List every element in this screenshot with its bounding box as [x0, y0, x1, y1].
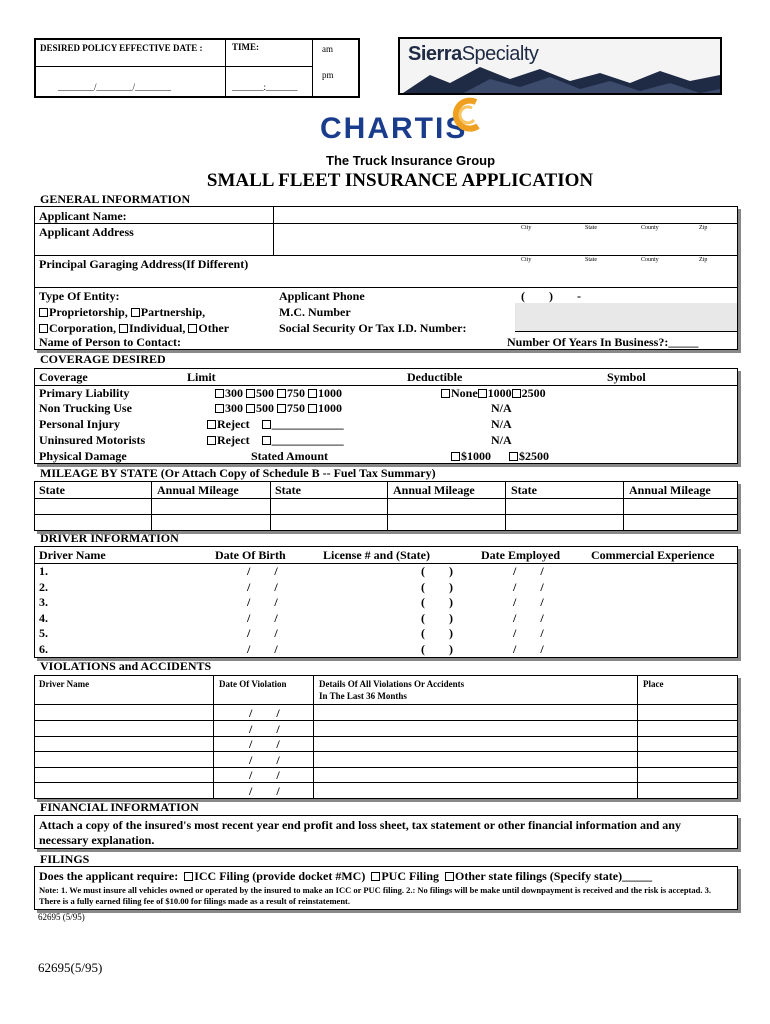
applicant-address-label: Applicant Address: [39, 225, 134, 239]
driver-number: 1.: [39, 564, 48, 578]
chartis-word: CHARTIS: [320, 112, 468, 145]
filings-heading: FILINGS: [40, 852, 90, 866]
ded-1000: 1000: [487, 386, 512, 400]
violation-date-field[interactable]: / /: [249, 721, 280, 736]
filings-box: [34, 866, 738, 910]
primary-liability-deductibles: [441, 386, 546, 401]
mileage-annual-3: Annual Mileage: [629, 483, 711, 497]
personal-injury-limits: [207, 417, 344, 432]
nt-1000-checkbox[interactable]: [308, 404, 317, 413]
corporation-checkbox[interactable]: [39, 324, 48, 333]
violation-row: [35, 768, 737, 783]
ded-2500: 2500: [521, 386, 546, 400]
form-number-bottom: 62695(5/95): [38, 960, 103, 975]
effective-date-field[interactable]: ________/________/________: [58, 82, 172, 92]
violation-date-field[interactable]: / /: [249, 752, 280, 767]
chartis-swirl-icon: [448, 96, 484, 136]
violation-row: [35, 737, 737, 752]
dob-field[interactable]: / /: [247, 641, 278, 656]
date-employed-field[interactable]: / /: [513, 579, 544, 594]
applicant-phone-label: Applicant Phone: [279, 289, 365, 303]
driver-number: 2.: [39, 579, 48, 594]
nt-1000: 1000: [318, 401, 342, 415]
violation-row: [35, 784, 737, 799]
date-employed-header: Date Employed: [481, 548, 560, 562]
um-reject-checkbox[interactable]: [207, 436, 216, 445]
deductible-col-header: Deductible: [407, 370, 463, 384]
um-reject: Reject: [217, 433, 250, 447]
specialty-word: Specialty: [461, 43, 539, 65]
violation-row: [35, 753, 737, 768]
type-of-entity-label: Type Of Entity:: [39, 289, 120, 303]
uninsured-motorists-label: Uninsured Motorists: [39, 433, 146, 447]
um-amount-field[interactable]: ____________: [271, 433, 344, 447]
mileage-state-3: State: [511, 483, 537, 497]
date-employed-field[interactable]: / /: [513, 595, 544, 609]
mileage-table: [34, 481, 738, 531]
address-zip: Zip: [699, 225, 708, 231]
coverage-col-header: Coverage: [39, 370, 88, 384]
proprietorship-checkbox[interactable]: [39, 308, 48, 317]
puc-checkbox[interactable]: [371, 872, 380, 881]
nt-300-checkbox[interactable]: [215, 404, 224, 413]
pi-reject-checkbox[interactable]: [207, 420, 216, 429]
financial-box: [34, 815, 738, 849]
icc-label: ICC Filing (provide docket #MC): [194, 869, 366, 883]
symbol-col-header: Symbol: [607, 370, 646, 384]
general-info-box: [34, 206, 738, 350]
mileage-state-1: State: [39, 483, 65, 497]
driver-number: 3.: [39, 595, 48, 609]
violation-row: [35, 706, 737, 721]
license-state-field[interactable]: ( ): [421, 626, 453, 640]
garaging-state: State: [585, 257, 597, 263]
license-state-field[interactable]: ( ): [421, 641, 453, 656]
date-employed-field[interactable]: / /: [513, 610, 544, 625]
violation-date-field[interactable]: / /: [249, 706, 280, 720]
um-other-checkbox[interactable]: [262, 436, 271, 445]
viol-place-header: Place: [643, 679, 664, 689]
non-trucking-limits: [215, 401, 342, 416]
table-row: [35, 611, 735, 626]
driver-table: [34, 546, 738, 658]
date-employed-field[interactable]: / /: [513, 626, 544, 640]
contact-label: Name of Person to Contact:: [39, 335, 181, 349]
dob-header: Date Of Birth: [215, 548, 286, 562]
violation-row: [35, 722, 737, 737]
pi-other-checkbox[interactable]: [262, 420, 271, 429]
license-state-field[interactable]: ( ): [421, 595, 453, 609]
physical-damage-deductibles: [451, 449, 549, 464]
dob-field[interactable]: / /: [247, 595, 278, 609]
sierra-word: Sierra: [408, 43, 462, 65]
dob-field[interactable]: / /: [247, 626, 278, 640]
viol-date-header: Date Of Violation: [219, 679, 287, 689]
nt-300: 300: [225, 401, 243, 415]
physical-damage-label: Physical Damage: [39, 449, 127, 463]
mc-number-label: M.C. Number: [279, 305, 351, 319]
stated-amount-label: Stated Amount: [251, 449, 329, 463]
violation-date-field[interactable]: / /: [249, 783, 280, 798]
limit-300-checkbox[interactable]: [215, 389, 224, 398]
non-trucking-deductible: N/A: [491, 401, 512, 415]
am-label: am: [322, 44, 333, 54]
address-county: County: [641, 225, 659, 231]
nt-750: 750: [287, 401, 305, 415]
filings-note: Note: 1. We must insure all vehicles owned or operated by the insured to make an ICC or PUC filing. 2.: No filings will be make until downpayment is received and the risk is acceptad. 3. There is a fully earned filing fee of $10.00 for filings made as a result of reinstatement.: [39, 885, 711, 906]
applicant-name-label: Applicant Name:: [39, 209, 127, 223]
time-label: TIME:: [232, 42, 259, 52]
mileage-annual-1: Annual Mileage: [157, 483, 239, 497]
other-checkbox[interactable]: [188, 324, 197, 333]
license-state-field[interactable]: ( ): [421, 564, 453, 578]
limit-col-header: Limit: [187, 370, 216, 384]
ded-1000-checkbox[interactable]: [478, 389, 487, 398]
nt-500: 500: [256, 401, 274, 415]
page-title: SMALL FLEET INSURANCE APPLICATION: [206, 170, 594, 191]
violations-table: [34, 675, 738, 799]
general-heading: GENERAL INFORMATION: [40, 192, 191, 206]
garaging-county: County: [641, 257, 659, 263]
pi-reject: Reject: [217, 417, 250, 431]
limit-1000-checkbox[interactable]: [308, 389, 317, 398]
dob-field[interactable]: / /: [247, 564, 278, 578]
driver-number: 4.: [39, 610, 48, 625]
nt-750-checkbox[interactable]: [277, 404, 286, 413]
pi-amount-field[interactable]: ____________: [271, 417, 344, 431]
ded-2500-checkbox[interactable]: [512, 389, 521, 398]
limit-750: 750: [287, 386, 305, 400]
table-row: [35, 642, 735, 657]
puc-label: PUC Filing: [381, 869, 439, 883]
table-row: [35, 626, 735, 641]
experience-header: Commercial Experience: [591, 548, 715, 562]
pd-2500-checkbox[interactable]: [509, 452, 518, 461]
nt-500-checkbox[interactable]: [246, 404, 255, 413]
years-in-business-label: Number Of Years In Business?:_____: [507, 335, 699, 349]
viol-details-header: Details Of All Violations Or Accidents: [319, 679, 465, 689]
violation-date-field[interactable]: / /: [249, 768, 280, 782]
coverage-heading: COVERAGE DESIRED: [40, 352, 166, 366]
address-city: City: [521, 225, 532, 231]
ded-none: None: [451, 386, 478, 400]
other-state-label: Other state filings (Specify state)_____: [455, 869, 653, 883]
uninsured-limits: [207, 433, 344, 448]
partnership-checkbox[interactable]: [131, 308, 140, 317]
other-state-checkbox[interactable]: [445, 872, 454, 881]
limit-300: 300: [225, 386, 243, 400]
license-state-field[interactable]: ( ): [421, 579, 453, 594]
proprietorship-label: Proprietorship,: [49, 305, 128, 319]
license-state-field[interactable]: ( ): [421, 610, 453, 625]
ded-none-checkbox[interactable]: [441, 389, 450, 398]
primary-liability-label: Primary Liability: [39, 386, 130, 400]
violations-heading: VIOLATIONS and ACCIDENTS: [40, 659, 212, 673]
time-field[interactable]: _______:_______: [232, 82, 298, 92]
chartis-logo: [320, 112, 467, 146]
driver-number: 6.: [39, 641, 48, 656]
entity-row-1: [39, 305, 205, 320]
garaging-zip: Zip: [699, 257, 708, 263]
violation-date-field[interactable]: / /: [249, 737, 280, 751]
effective-date-box: [34, 38, 360, 98]
filings-question: [39, 869, 652, 884]
address-state: State: [585, 225, 597, 231]
truck-group-label: The Truck Insurance Group: [326, 153, 496, 168]
icc-checkbox[interactable]: [184, 872, 193, 881]
garaging-city: City: [521, 257, 532, 263]
dob-field[interactable]: / /: [247, 610, 278, 625]
entity-row-2: [39, 321, 229, 336]
limit-750-checkbox[interactable]: [277, 389, 286, 398]
personal-injury-label: Personal Injury: [39, 417, 120, 431]
other-label: Other: [198, 321, 230, 335]
ssn-label: Social Security Or Tax I.D. Number:: [279, 321, 467, 335]
license-header: License # and (State): [323, 548, 430, 562]
form-number-small: 62695 (5/95): [38, 912, 85, 922]
pd-2500: $2500: [519, 449, 549, 463]
financial-text: Attach a copy of the insured's most recent year end profit and loss sheet, tax statement or other financial information and any necessary explanation.: [39, 818, 681, 847]
mileage-heading: MILEAGE BY STATE (Or Attach Copy of Schedule B -- Fuel Tax Summary): [40, 466, 436, 480]
uninsured-deductible: N/A: [491, 433, 512, 447]
filings-q-label: Does the applicant require:: [39, 869, 179, 883]
pm-label: pm: [322, 70, 334, 80]
table-row: [35, 564, 735, 579]
limit-500-checkbox[interactable]: [246, 389, 255, 398]
corporation-label: Corporation,: [49, 321, 116, 335]
individual-label: Individual,: [129, 321, 186, 335]
pd-1000-checkbox[interactable]: [451, 452, 460, 461]
primary-liability-limits: [215, 386, 342, 401]
date-employed-field[interactable]: / /: [513, 564, 544, 578]
driver-number: 5.: [39, 626, 48, 640]
partnership-label: Partnership,: [140, 305, 206, 319]
personal-injury-deductible: N/A: [491, 417, 512, 431]
limit-500: 500: [256, 386, 274, 400]
mileage-annual-2: Annual Mileage: [393, 483, 475, 497]
individual-checkbox[interactable]: [119, 324, 128, 333]
driver-name-header: Driver Name: [39, 548, 106, 562]
financial-heading: FINANCIAL INFORMATION: [40, 800, 199, 814]
table-row: [35, 580, 735, 595]
mileage-state-2: State: [275, 483, 301, 497]
principal-garaging-label: Principal Garaging Address(If Different): [39, 257, 249, 271]
dob-field[interactable]: / /: [247, 579, 278, 594]
limit-1000: 1000: [318, 386, 342, 400]
viol-driver-header: Driver Name: [39, 679, 90, 689]
date-employed-field[interactable]: / /: [513, 641, 544, 656]
viol-details-header-2: In The Last 36 Months: [319, 691, 407, 701]
table-row: [35, 595, 735, 610]
sierra-specialty-logo: [398, 37, 722, 95]
phone-field[interactable]: ( ) -: [521, 289, 581, 303]
driver-heading: DRIVER INFORMATION: [40, 531, 179, 545]
pd-1000: $1000: [461, 449, 491, 463]
coverage-box: [34, 368, 738, 464]
non-trucking-label: Non Trucking Use: [39, 401, 132, 415]
effective-date-label: DESIRED POLICY EFFECTIVE DATE :: [40, 43, 203, 53]
